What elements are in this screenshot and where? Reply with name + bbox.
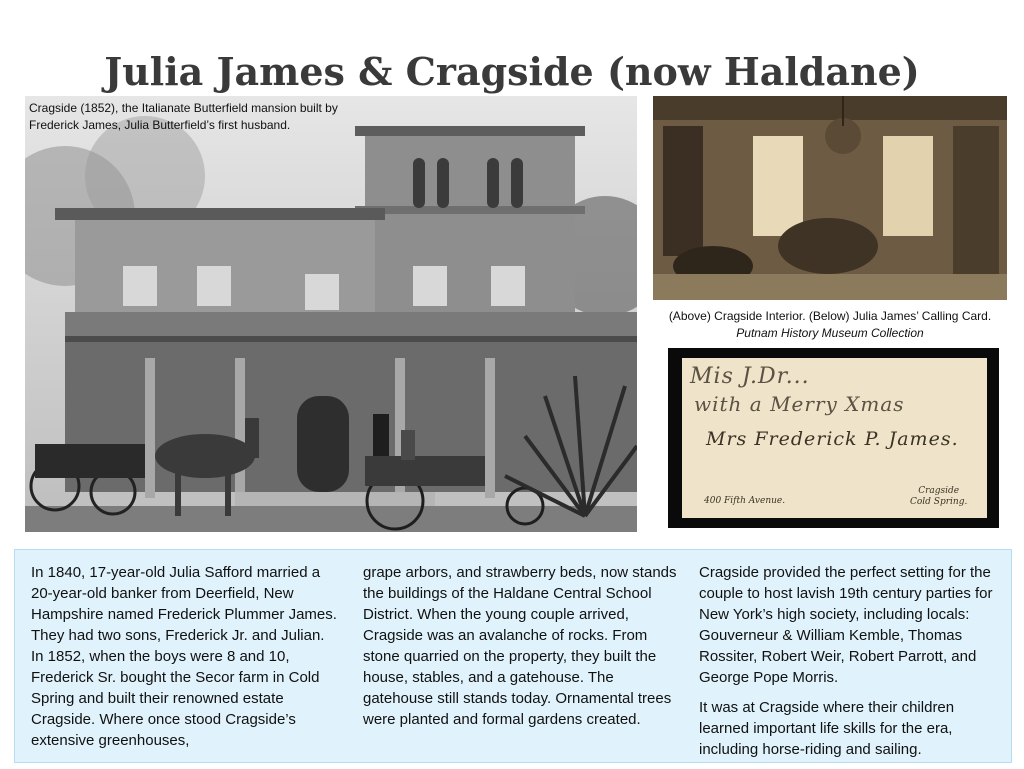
card-address: 400 Fifth Avenue. xyxy=(704,496,786,506)
card-location-line2: Cold Spring. xyxy=(910,497,968,507)
card-handwriting-2: with a Merry Xmas xyxy=(694,392,905,416)
card-handwriting-1: Mis J.Dr... xyxy=(690,364,810,389)
calling-card-photo xyxy=(668,348,999,528)
card-location-line1: Cragside xyxy=(918,486,960,496)
right-caption-text: (Above) Cragside Interior. (Below) Julia James’ Calling Card. xyxy=(668,309,992,323)
cragside-interior-photo xyxy=(653,96,1007,300)
page-title: Julia James & Cragside (now Haldane) xyxy=(104,49,920,95)
paragraph: It was at Cragside where their children learned important life skills for the era, including horse-riding and sailing. xyxy=(699,699,955,758)
main-photo-caption: Cragside (1852), the Italianate Butterfield mansion built by Frederick James, Julia Butterfield’s first husband. xyxy=(29,101,338,132)
story-text-panel xyxy=(14,549,1012,763)
paragraph: Cragside provided the perfect setting for the couple to host lavish 19th century parties for New York’s high society, including locals: Gouverneur & William Kemble, Thomas Rossiter, Robert Weir, Robert Parrott, and George Pope Morris. xyxy=(699,564,993,686)
card-location xyxy=(910,486,967,508)
calling-card xyxy=(682,358,987,518)
cragside-exterior-photo xyxy=(25,96,637,532)
card-name: Mrs Frederick P. James. xyxy=(706,428,959,450)
text-column-2 xyxy=(363,562,679,739)
interior-illustration xyxy=(653,96,1007,300)
cragside-illustration xyxy=(25,96,637,532)
text-column-3 xyxy=(699,562,999,769)
paragraph: grape arbors, and strawberry beds, now stands the buildings of the Haldane Central School District. When the young couple arrived, Cragside was an avalanche of rocks. From stone quarried on the property, they built the house, stables, and a gatehouse. The gatehouse still stands today. Ornamental trees were planted and formal gardens created. xyxy=(363,564,677,728)
text-column-1 xyxy=(31,562,341,760)
paragraph: In 1840, 17-year-old Julia Safford married a 20-year-old banker from Deerfield, New Hampshire named Frederick Plummer James. They had two sons, Frederick Jr. and Julian. In 1852, when the boys were 8 and 10, Frederick Sr. bought the Secor farm in Cold Spring and built their renowned estate Cragside. Where once stood Cragside’s extensive greenhouses, xyxy=(31,564,337,749)
photo-credit: Putnam History Museum Collection xyxy=(736,326,924,340)
right-caption xyxy=(653,308,1007,342)
